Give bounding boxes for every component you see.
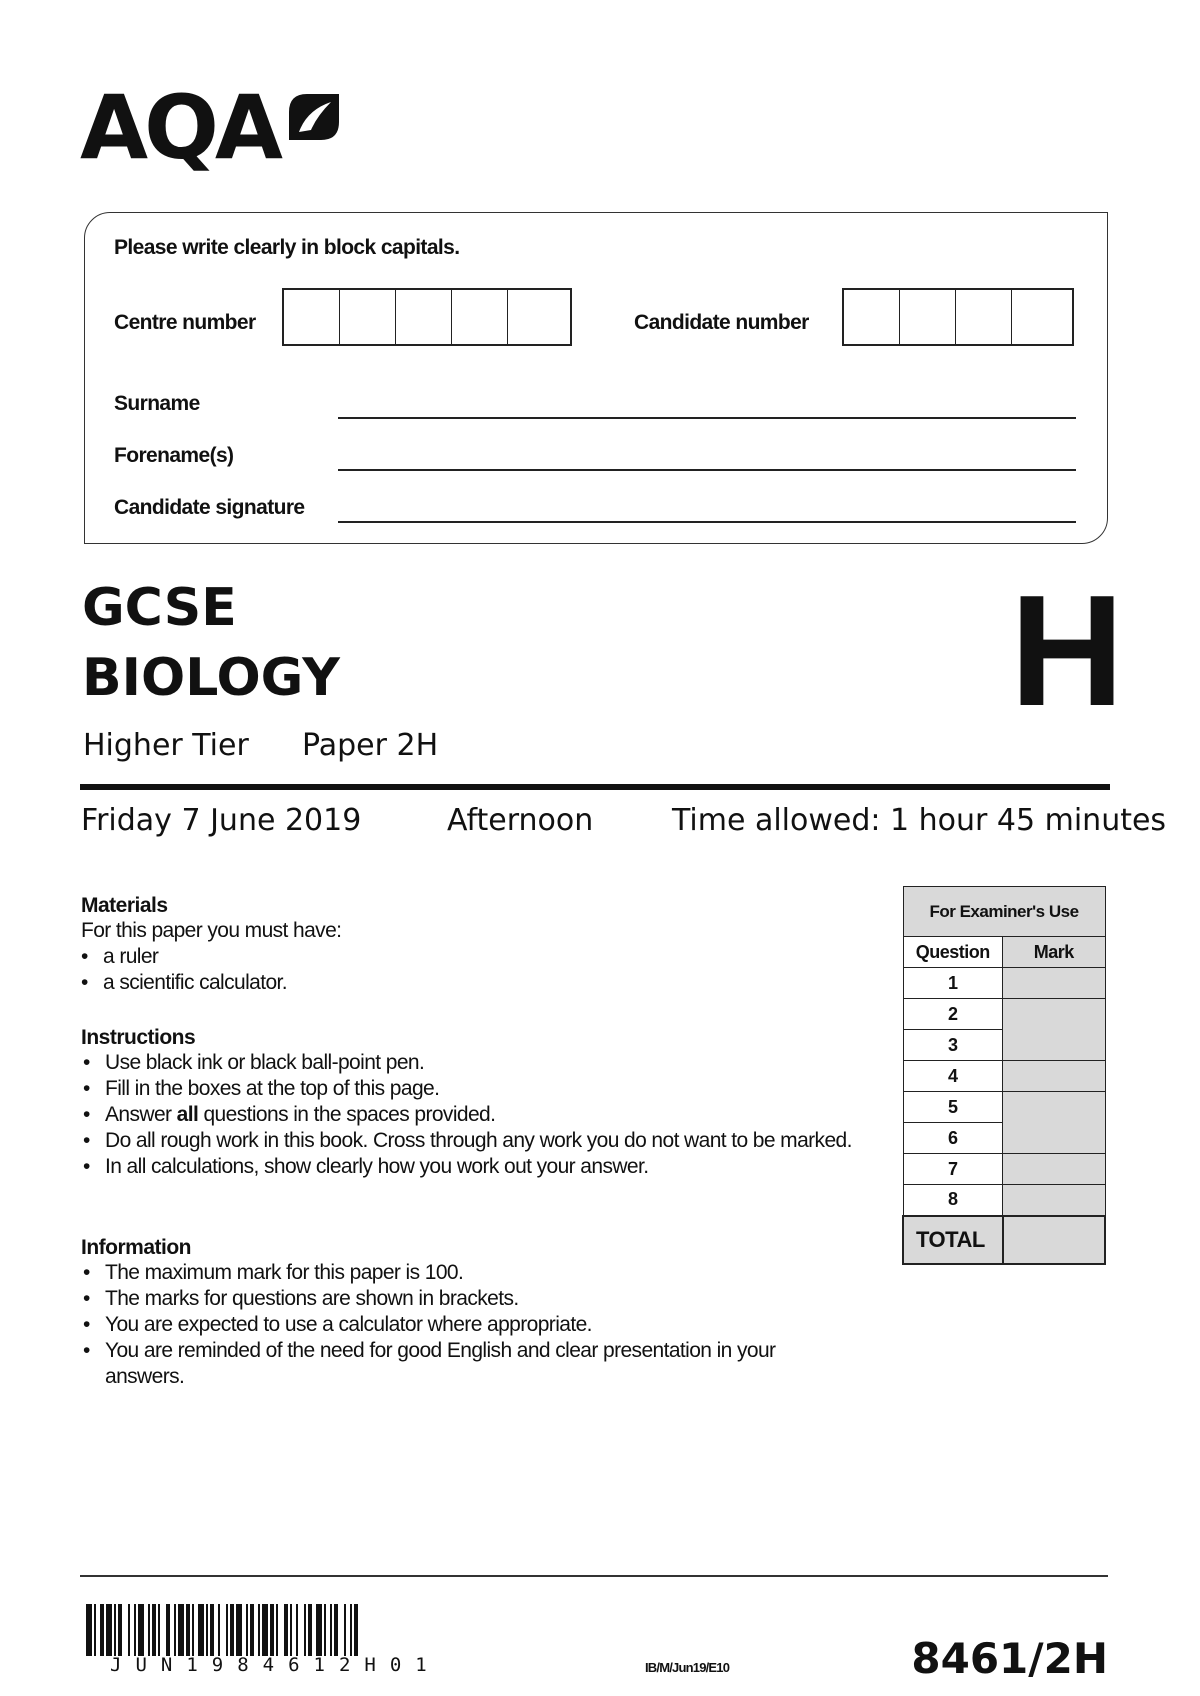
forename-label: Forename(s) — [114, 444, 234, 467]
barcode-bar — [148, 1604, 150, 1656]
barcode-bar — [138, 1604, 144, 1656]
surname-line[interactable] — [338, 417, 1076, 419]
information-item: • The maximum mark for this paper is 100. — [105, 1260, 821, 1286]
information-item: • The marks for questions are shown in brackets. — [105, 1286, 821, 1312]
barcode-bar — [86, 1604, 92, 1656]
leaf-icon — [285, 90, 343, 148]
barcode-bar — [128, 1604, 130, 1656]
instruction-text: Answer — [105, 1103, 177, 1126]
barcode-bar — [198, 1604, 204, 1656]
exam-subject: BIOLOGY — [82, 648, 340, 708]
instruction-item: • In all calculations, show clearly how you work out your answer. — [105, 1154, 861, 1180]
barcode-bar — [218, 1604, 220, 1656]
footer-divider — [80, 1575, 1108, 1577]
centre-number-label: Centre number — [114, 311, 256, 334]
barcode-bar — [152, 1604, 156, 1656]
candidate-details-box — [84, 212, 1108, 544]
materials-item: • a scientific calculator. — [103, 970, 861, 996]
centre-digit-box[interactable] — [452, 290, 508, 344]
candidate-number-label: Candidate number — [634, 311, 809, 334]
forename-line[interactable] — [338, 469, 1076, 471]
barcode-bar — [262, 1604, 268, 1656]
barcode-bar — [308, 1604, 312, 1656]
reference-code: IB/M/Jun19/E10 — [645, 1660, 730, 1675]
mark-header: Mark — [1003, 937, 1105, 968]
barcode-bar — [210, 1604, 214, 1656]
barcode-bar — [284, 1604, 288, 1656]
barcode-bar — [226, 1604, 228, 1656]
barcode-bar — [192, 1604, 194, 1656]
barcode-bar — [344, 1604, 346, 1656]
instruction-item-answer-all — [105, 1102, 861, 1128]
candidate-digit-box[interactable] — [956, 290, 1012, 344]
exam-session: Afternoon — [447, 803, 594, 838]
question-number: 5 — [903, 1092, 1003, 1123]
barcode-bar — [330, 1604, 332, 1656]
barcode-bar — [290, 1604, 292, 1656]
signature-line[interactable] — [338, 521, 1076, 523]
candidate-digit-box[interactable] — [1012, 290, 1068, 344]
barcode-bar — [206, 1604, 208, 1656]
barcode-bar — [166, 1604, 170, 1656]
barcode-bar — [186, 1604, 190, 1656]
barcode-bar — [296, 1604, 298, 1656]
information-item: • You are expected to use a calculator where appropriate. — [105, 1312, 821, 1338]
instruction-item: • Use black ink or black ball-point pen. — [105, 1050, 861, 1076]
barcode-bar — [334, 1604, 338, 1656]
mark-cell — [1003, 968, 1105, 999]
tier-letter: H — [1010, 563, 1125, 739]
paper-code: 8461/2H — [911, 1634, 1108, 1683]
signature-label: Candidate signature — [114, 496, 305, 519]
barcode-bar — [230, 1604, 234, 1656]
candidate-number-boxes[interactable] — [842, 288, 1074, 346]
mark-cell — [1003, 1092, 1105, 1154]
materials-item: • a ruler — [103, 944, 861, 970]
barcode-bar — [316, 1604, 322, 1656]
candidate-digit-box[interactable] — [900, 290, 956, 344]
time-allowed: Time allowed: 1 hour 45 minutes — [672, 803, 1167, 838]
barcode-bar — [106, 1604, 112, 1656]
question-number: 1 — [903, 968, 1003, 999]
mark-cell — [1003, 1154, 1105, 1185]
question-number: 4 — [903, 1061, 1003, 1092]
total-mark-cell — [1003, 1216, 1105, 1264]
barcode-bar — [158, 1604, 160, 1656]
barcode-bar — [174, 1604, 176, 1656]
barcode-bar — [114, 1604, 116, 1656]
centre-digit-box[interactable] — [396, 290, 452, 344]
tier-name: Higher Tier — [83, 728, 249, 763]
information-section — [81, 1236, 821, 1390]
materials-title: Materials — [81, 894, 168, 917]
barcode-bar — [270, 1604, 274, 1656]
instruction-item: • Fill in the boxes at the top of this page. — [105, 1076, 861, 1102]
instruction-item: • Do all rough work in this book. Cross through any work you do not want to be marked. — [105, 1128, 861, 1154]
total-label: TOTAL — [903, 1216, 1003, 1264]
mark-cell — [1003, 1061, 1105, 1092]
barcode-bar — [134, 1604, 136, 1656]
question-number: 7 — [903, 1154, 1003, 1185]
barcode-bar — [276, 1604, 278, 1656]
centre-digit-box[interactable] — [508, 290, 564, 344]
centre-number-boxes[interactable] — [282, 288, 572, 346]
barcode-bar — [350, 1604, 352, 1656]
question-number: 8 — [903, 1185, 1003, 1216]
question-number: 2 — [903, 999, 1003, 1030]
barcode-bar — [304, 1604, 306, 1656]
title-divider — [80, 784, 1110, 790]
mark-cell — [1003, 999, 1105, 1061]
barcode-bar — [354, 1604, 358, 1656]
examiners-use-table — [902, 886, 1106, 1265]
paper-name: Paper 2H — [302, 728, 439, 763]
exam-date: Friday 7 June 2019 — [81, 803, 362, 838]
mark-cell — [1003, 1185, 1105, 1216]
barcode-bar — [324, 1604, 326, 1656]
instructions-title: Instructions — [81, 1026, 196, 1049]
materials-intro: For this paper you must have: — [81, 919, 342, 942]
logo-text: AQA — [80, 76, 280, 179]
barcode-bar — [178, 1604, 184, 1656]
block-capitals-instruction: Please write clearly in block capitals. — [114, 236, 460, 259]
barcode-bar — [250, 1604, 254, 1656]
question-number: 3 — [903, 1030, 1003, 1061]
barcode-bar — [258, 1604, 260, 1656]
barcode-bar — [246, 1604, 248, 1656]
aqa-logo — [80, 76, 280, 179]
barcode-bar — [100, 1604, 104, 1656]
information-title: Information — [81, 1236, 191, 1259]
barcode-bar — [236, 1604, 242, 1656]
information-item: • You are reminded of the need for good English and clear presentation in your answers. — [105, 1338, 821, 1390]
centre-digit-box[interactable] — [284, 290, 340, 344]
examiners-use-title: For Examiner's Use — [903, 887, 1105, 937]
barcode-bar — [118, 1604, 122, 1656]
surname-label: Surname — [114, 392, 200, 415]
instruction-text: questions in the spaces provided. — [198, 1103, 496, 1126]
barcode — [86, 1604, 498, 1656]
question-number: 6 — [903, 1123, 1003, 1154]
question-header: Question — [903, 937, 1003, 968]
barcode-bar — [94, 1604, 96, 1656]
instructions-section — [81, 1026, 861, 1180]
materials-section — [81, 894, 861, 996]
barcode-text: JUN1984612H01 — [110, 1654, 441, 1676]
instruction-emphasis: all — [176, 1103, 199, 1126]
exam-level: GCSE — [82, 578, 237, 638]
candidate-digit-box[interactable] — [844, 290, 900, 344]
centre-digit-box[interactable] — [340, 290, 396, 344]
